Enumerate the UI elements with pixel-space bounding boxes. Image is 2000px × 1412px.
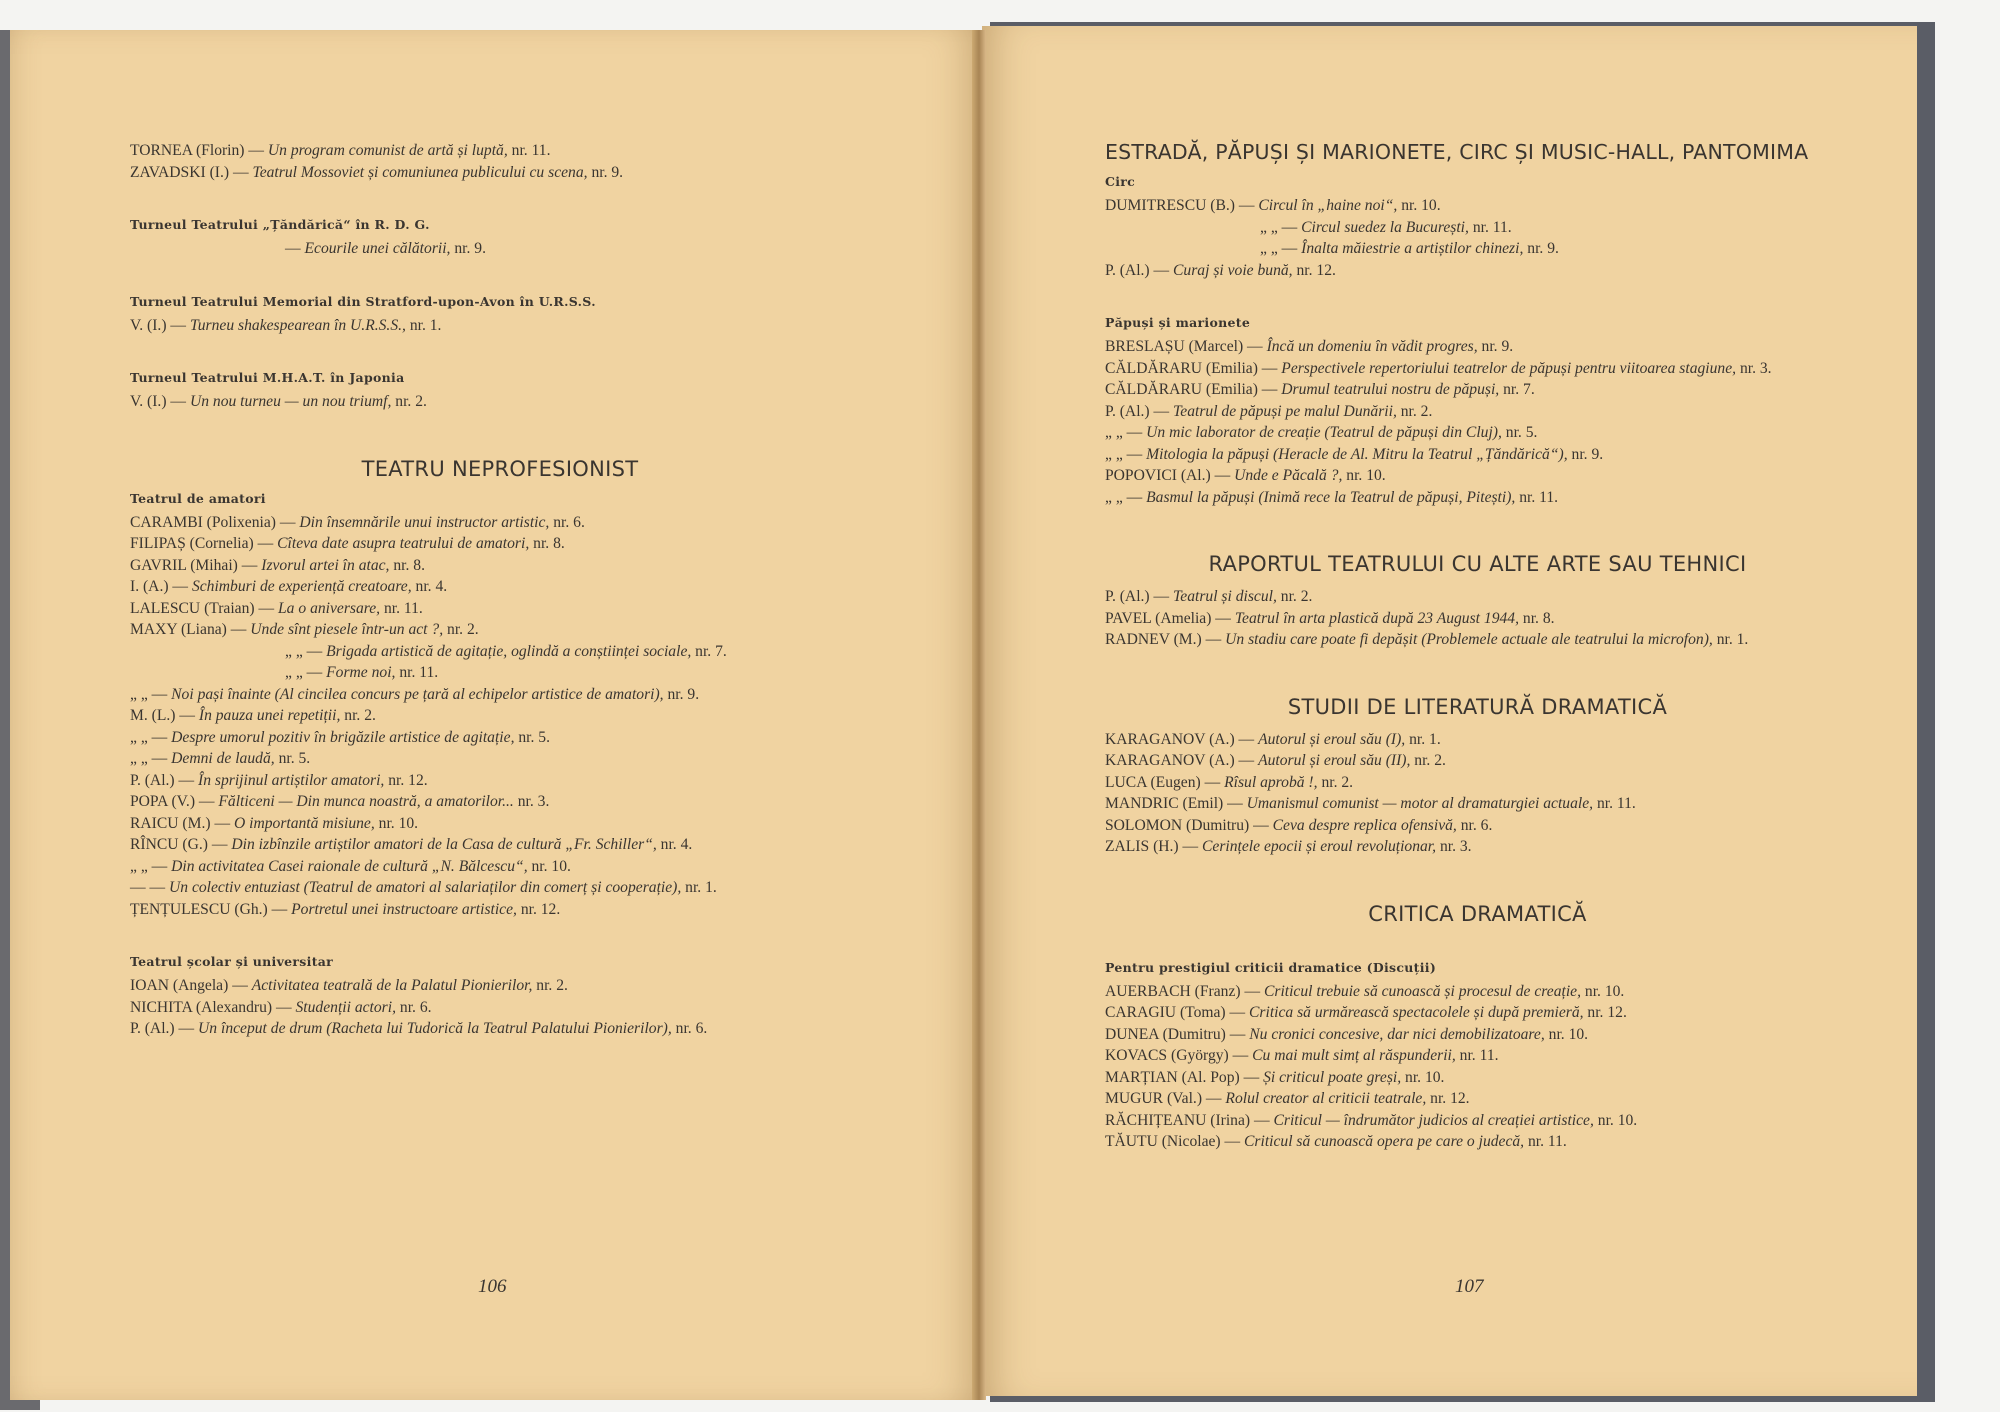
entry-author: „ „ —	[130, 750, 168, 767]
entry-author: DUMITRESCU (B.) —	[1105, 197, 1255, 214]
entry-issue-number: nr. 10.	[1597, 1111, 1638, 1129]
entry-issue-number: nr. 6.	[675, 1020, 708, 1037]
entry-issue-number: nr. 6.	[1460, 816, 1493, 834]
bibliography-entry	[130, 813, 870, 835]
entry-title: Izvorul artei în atac,	[261, 556, 390, 574]
section-heading: CRITICA DRAMATICĂ	[1368, 901, 1587, 926]
entry-issue-number: nr. 9.	[454, 240, 486, 257]
entry-title: Criticul să cunoască opera pe care o judecă,	[1244, 1133, 1525, 1150]
entry-issue-number: nr. 12.	[388, 771, 428, 789]
entry-title: Perspectivele repertoriului teatrelor de păpuși pentru viitoarea stagiune,	[1281, 359, 1737, 377]
section-heading: STUDII DE LITERATURĂ DRAMATICĂ	[1287, 694, 1668, 719]
entry-title: Cu mai mult simț al răspunderii,	[1252, 1047, 1456, 1064]
bibliography-entry	[1105, 1067, 1850, 1089]
entry-issue-number: nr. 10.	[1405, 1068, 1445, 1086]
entry-author: PAVEL (Amelia) —	[1105, 609, 1231, 627]
bibliography-entry	[130, 705, 870, 727]
entry-issue-number: nr. 12.	[520, 900, 561, 918]
bibliography-entry	[130, 834, 870, 856]
bibliography-entry	[1105, 793, 1850, 815]
entry-issue-number: nr. 5.	[518, 728, 550, 746]
entry-issue-number: nr. 10.	[531, 857, 571, 875]
entry-title: Unde e Păcală ?,	[1234, 467, 1343, 484]
entry-author: KOVACS (György) —	[1105, 1047, 1249, 1064]
bibliography-entry	[1105, 336, 1850, 358]
entry-title: Încă un domeniu în vădit progres,	[1266, 338, 1478, 355]
bibliography-entry	[130, 899, 870, 921]
entry-issue-number: nr. 9.	[1527, 240, 1559, 257]
subsection-heading: Pentru prestigiul criticii dramatice (Discuții)	[1105, 959, 1437, 975]
entry-author: ZALIS (H.) —	[1105, 838, 1199, 855]
entry-author: MARȚIAN (Al. Pop) —	[1105, 1068, 1260, 1086]
entry-author: RÎNCU (G.) —	[130, 836, 228, 853]
entry-issue-number: nr. 10.	[1584, 982, 1625, 1000]
entry-title: Criticul trebuie să cunoască și procesul de creație,	[1263, 982, 1581, 1000]
bibliography-entry	[1105, 1002, 1850, 1024]
entry-issue-number: nr. 2.	[395, 393, 427, 410]
entry-title: Un colectiv entuziast (Teatrul de amatori al salariaților din comerț și cooperație),	[169, 879, 682, 896]
entry-author: RĂCHIȚEANU (Irina) —	[1105, 1111, 1270, 1129]
entry-author: AUERBACH (Franz) —	[1105, 982, 1261, 1000]
entry-title: Teatrul în arta plastică după 23 August 1944,	[1234, 609, 1519, 627]
page-number-left: 106	[478, 1276, 507, 1297]
entry-title: Nu cronici concesive, dar nici demobilizatoare,	[1249, 1025, 1545, 1043]
subsection-heading: Turneul Teatrului Memorial din Stratford-upon-Avon în U.R.S.S.	[130, 293, 596, 309]
entry-issue-number: nr. 4.	[415, 578, 448, 595]
bibliography-entry	[1105, 1110, 1850, 1132]
entry-issue-number: nr. 1.	[1409, 730, 1441, 748]
entry-issue-number: nr. 8.	[1522, 609, 1555, 627]
bibliography-entry	[130, 533, 870, 555]
entry-author: CĂLDĂRARU (Emilia) —	[1105, 381, 1278, 398]
bibliography-entry	[130, 315, 870, 337]
entry-issue-number: nr. 2.	[1414, 752, 1446, 769]
entry-title: Umanismul comunist — motor al dramaturgiei actuale,	[1246, 795, 1594, 812]
bibliography-entry	[1105, 465, 1850, 487]
entry-author: RAICU (M.) —	[130, 814, 231, 832]
subsection-heading: Circ	[1105, 174, 1136, 189]
bibliography-entry	[1105, 358, 1850, 380]
bibliography-entry	[130, 791, 870, 813]
entry-title: Circul în „haine noi“,	[1258, 197, 1398, 214]
bibliography-entry	[1105, 1024, 1850, 1046]
entry-issue-number: nr. 3.	[1739, 359, 1772, 377]
entry-issue-number: nr. 6.	[399, 998, 432, 1016]
entry-title: Curaj și voie bună,	[1173, 261, 1293, 279]
bibliography-entry	[1105, 981, 1850, 1003]
bibliography-entry	[1105, 815, 1850, 837]
entry-title: Demni de laudă,	[171, 750, 275, 767]
bibliography-entry	[130, 140, 870, 162]
entry-author: MAXY (Liana) —	[130, 621, 247, 638]
entry-title: Autorul și eroul său (II),	[1258, 752, 1411, 769]
entry-author: P. (Al.) —	[1105, 261, 1170, 279]
entry-author: TORNEA (Florin) —	[130, 142, 264, 159]
subsection-heading: Turneul Teatrului „Țăndărică“ în R. D. G.	[130, 217, 430, 232]
bibliography-entry	[1105, 487, 1850, 509]
right-page-column	[1105, 140, 1850, 1153]
entry-author: M. (L.) —	[130, 707, 195, 724]
entry-author: SOLOMON (Dumitru) —	[1105, 816, 1269, 834]
entry-issue-number: nr. 11.	[1519, 488, 1559, 506]
bibliography-entry	[130, 975, 870, 997]
entry-title: În pauza unei repetiții,	[198, 707, 341, 724]
entry-author: FILIPAȘ (Cornelia) —	[130, 535, 274, 552]
entry-author: BRESLAȘU (Marcel) —	[1105, 338, 1263, 355]
entry-title: Teatrul Mossoviet și comuniunea publicului cu scena,	[252, 163, 588, 181]
entry-title: Ecourile unei călătorii,	[304, 240, 451, 257]
entry-author: LUCA (Eugen) —	[1105, 773, 1221, 791]
bibliography-entry	[1105, 379, 1850, 401]
entry-title: Fălticeni — Din munca noastră, a amatorilor...	[218, 793, 514, 810]
bibliography-entry	[1105, 195, 1850, 217]
entry-issue-number: nr. 9.	[591, 163, 624, 181]
section-heading: TEATRU NEPROFESIONIST	[361, 456, 639, 481]
entry-author: P. (Al.) —	[1105, 402, 1170, 420]
entry-title: Teatrul de păpuși pe malul Dunării,	[1173, 402, 1397, 420]
entry-issue-number: nr. 11.	[1596, 795, 1636, 812]
entry-title: Turneu shakespearean în U.R.S.S.,	[189, 316, 406, 334]
entry-issue-number: nr. 9.	[1571, 445, 1604, 463]
entry-author: LALESCU (Traian) —	[130, 599, 275, 617]
entry-author: KARAGANOV (A.) —	[1105, 752, 1255, 769]
entry-title: Ceva despre replica ofensivă,	[1272, 816, 1457, 834]
bibliography-entry	[130, 727, 870, 749]
bibliography-entry	[130, 856, 870, 878]
entry-author: I. (A.) —	[130, 578, 189, 595]
entry-author: CARAMBI (Polixenia) —	[130, 513, 296, 531]
entry-title: Din însemnările unui instructor artistic,	[299, 513, 550, 531]
entry-author: TĂUTU (Nicolae) —	[1105, 1133, 1241, 1150]
bibliography-entry	[130, 997, 870, 1019]
bibliography-entry	[1105, 1045, 1850, 1067]
entry-title: Rîsul aprobă !,	[1224, 773, 1318, 791]
entry-title: Un nou turneu — un nou triumf,	[189, 393, 392, 410]
entry-title: Teatrul și discul,	[1173, 588, 1277, 605]
entry-title: Un mic laborator de creație (Teatrul de păpuși din Cluj),	[1146, 424, 1502, 441]
entry-author: RADNEV (M.) —	[1105, 631, 1222, 648]
entry-author: MANDRIC (Emil) —	[1105, 795, 1243, 812]
entry-title: Criticul — îndrumător judicios al creației artistice,	[1273, 1111, 1594, 1129]
entry-issue-number: nr. 12.	[1296, 261, 1336, 279]
entry-title: În sprijinul artiștilor amatori,	[198, 771, 385, 789]
entry-title: Despre umorul pozitiv în brigăzile artistice de agitație,	[171, 728, 515, 746]
entry-issue-number: nr. 5.	[278, 750, 311, 767]
bibliography-entry	[130, 391, 870, 413]
entry-author: KARAGANOV (A.) —	[1105, 730, 1255, 748]
entry-title: Activitatea teatrală de la Palatul Pionierilor,	[251, 977, 533, 994]
entry-author: NICHITA (Alexandru) —	[130, 998, 292, 1016]
entry-issue-number: nr. 11.	[1527, 1133, 1567, 1150]
entry-issue-number: nr. 12.	[1430, 1090, 1470, 1107]
entry-title: Din izbînzile artiștilor amatori de la Casa de cultură „Fr. Schiller“,	[231, 836, 657, 853]
bibliography-entry	[130, 162, 870, 184]
entry-title: Drumul teatrului nostru de păpuși,	[1281, 381, 1500, 398]
entry-author: IOAN (Angela) —	[130, 977, 248, 994]
bibliography-entry	[130, 619, 870, 641]
entry-issue-number: nr. 6.	[553, 513, 585, 531]
entry-author: P. (Al.) —	[1105, 588, 1170, 605]
entry-author: ZAVADSKI (I.) —	[130, 163, 249, 181]
entry-title: Unde sînt piesele într-un act ?,	[250, 621, 444, 638]
bibliography-entry	[1105, 836, 1850, 858]
bibliography-entry	[130, 1018, 870, 1040]
entry-author: „ „ —	[130, 728, 168, 746]
bibliography-entry	[1105, 401, 1850, 423]
entry-title: Portretul unei instructoare artistice,	[291, 900, 517, 918]
entry-title: Critica să urmărească spectacolele și după premieră,	[1249, 1004, 1584, 1021]
entry-title: Rolul creator al criticii teatrale,	[1225, 1090, 1427, 1107]
subsection-heading: Păpuși și marionete	[1105, 315, 1251, 330]
entry-title: O importantă misiune,	[233, 814, 375, 832]
entry-issue-number: nr. 5.	[1505, 424, 1538, 441]
bibliography-entry	[1105, 1131, 1850, 1153]
bibliography-entry	[1105, 217, 1850, 239]
entry-issue-number: nr. 8.	[393, 556, 425, 574]
bibliography-entry	[1105, 260, 1850, 282]
entry-issue-number: nr. 11.	[511, 142, 551, 159]
entry-author: POPOVICI (Al.) —	[1105, 467, 1231, 484]
entry-issue-number: nr. 12.	[1587, 1004, 1627, 1021]
entry-issue-number: nr. 11.	[1472, 218, 1512, 236]
entry-title: Noi pași înainte (Al cincilea concurs pe țară al echipelor artistice de amatori),	[171, 685, 664, 703]
entry-author: CĂLDĂRARU (Emilia) —	[1105, 359, 1278, 377]
page-number-right: 107	[1455, 1276, 1484, 1297]
entry-issue-number: nr. 11.	[383, 599, 423, 617]
book-gutter	[972, 30, 986, 1400]
entry-title: Un stadiu care poate fi depășit (Problemele actuale ale teatrului la microfon),	[1225, 631, 1713, 648]
entry-issue-number: nr. 2.	[447, 621, 479, 638]
entry-author: POPA (V.) —	[130, 793, 215, 810]
bibliography-entry	[1105, 444, 1850, 466]
bibliography-entry	[130, 684, 870, 706]
section-heading: RAPORTUL TEATRULUI CU ALTE ARTE SAU TEHNICI	[1208, 552, 1747, 576]
section-heading: ESTRADĂ, PĂPUȘI ȘI MARIONETE, CIRC ȘI MUSIC-HALL, PANTOMIMA	[1105, 140, 1809, 164]
entry-issue-number: nr. 7.	[1503, 381, 1535, 398]
entry-author: ȚENȚULESCU (Gh.) —	[130, 900, 288, 918]
entry-issue-number: nr. 10.	[1548, 1025, 1589, 1043]
entry-author: „ „ —	[130, 685, 168, 703]
bibliography-entry	[1105, 772, 1850, 794]
entry-title: Basmul la păpuși (Inimă rece la Teatrul de păpuși, Pitești),	[1146, 488, 1516, 506]
entry-title: Un program comunist de artă și luptă,	[267, 142, 508, 159]
bibliography-entry	[1105, 629, 1850, 651]
bibliography-entry	[1105, 729, 1850, 751]
entry-author: DUNEA (Dumitru) —	[1105, 1025, 1246, 1043]
subsection-heading: Turneul Teatrului M.H.A.T. în Japonia	[130, 370, 405, 385]
left-page-column	[130, 140, 870, 1040]
entry-issue-number: nr. 4.	[660, 836, 693, 853]
entry-title: La o aniversare,	[278, 599, 381, 617]
bibliography-entry	[130, 238, 870, 260]
entry-issue-number: nr. 1.	[1716, 631, 1749, 648]
entry-author: V. (I.) —	[130, 316, 187, 334]
bibliography-entry	[1105, 608, 1850, 630]
bibliography-entry	[130, 555, 870, 577]
entry-issue-number: nr. 2.	[1400, 402, 1433, 420]
entry-issue-number: nr. 2.	[344, 707, 376, 724]
entry-title: Autorul și eroul său (I),	[1258, 730, 1406, 748]
bibliography-entry	[130, 770, 870, 792]
bibliography-entry	[130, 748, 870, 770]
entry-issue-number: nr. 3.	[1439, 838, 1472, 855]
entry-title: Un început de drum (Racheta lui Tudorică la Teatrul Palatului Pionierilor),	[198, 1020, 672, 1037]
entry-issue-number: nr. 9.	[667, 685, 700, 703]
entry-issue-number: nr. 10.	[1401, 197, 1441, 214]
entry-author: „ „ —	[285, 642, 323, 660]
entry-title: Din activitatea Casei raionale de cultură „N. Bălcescu“,	[171, 857, 528, 875]
bibliography-entry	[130, 877, 870, 899]
bibliography-entry	[1105, 422, 1850, 444]
entry-issue-number: nr. 7.	[695, 642, 727, 660]
entry-author: „ „ —	[285, 664, 323, 681]
bibliography-entry	[1105, 750, 1850, 772]
entry-issue-number: nr. 11.	[399, 664, 439, 681]
entry-title: Schimburi de experiență creatoare,	[191, 578, 412, 595]
bibliography-entry	[1105, 586, 1850, 608]
subsection-heading: Teatrul școlar și universitar	[130, 954, 334, 969]
entry-issue-number: nr. 2.	[1280, 588, 1313, 605]
entry-title: Brigada artistică de agitație, oglindă a conștiinței sociale,	[326, 642, 692, 660]
entry-issue-number: nr. 11.	[1459, 1047, 1499, 1064]
entry-author: CARAGIU (Toma) —	[1105, 1004, 1246, 1021]
entry-author: „ „ —	[1260, 218, 1298, 236]
entry-issue-number: nr. 10.	[1346, 467, 1386, 484]
entry-author: P. (Al.) —	[130, 1020, 195, 1037]
entry-author: MUGUR (Val.) —	[1105, 1090, 1222, 1107]
entry-author: „ „ —	[1105, 445, 1143, 463]
bibliography-entry	[130, 641, 870, 663]
entry-author: „ „ —	[1260, 240, 1298, 257]
entry-author: GAVRIL (Mihai) —	[130, 556, 258, 574]
entry-issue-number: nr. 10.	[378, 814, 419, 832]
entry-title: Și criticul poate greși,	[1263, 1068, 1402, 1086]
bibliography-entry	[130, 512, 870, 534]
bibliography-entry	[1105, 238, 1850, 260]
subsection-heading: Teatrul de amatori	[130, 490, 266, 506]
entry-issue-number: nr. 3.	[517, 793, 550, 810]
entry-title: Înalta măiestrie a artiștilor chinezi,	[1301, 240, 1524, 257]
entry-issue-number: nr. 2.	[536, 977, 568, 994]
entry-title: Studenții actori,	[295, 998, 396, 1016]
entry-author: „ „ —	[130, 857, 168, 875]
entry-title: Cîteva date asupra teatrului de amatori,	[277, 535, 530, 552]
entry-title: Mitologia la păpuși (Heracle de Al. Mitru la Teatrul „Țăndărică“),	[1146, 445, 1568, 463]
entry-author: P. (Al.) —	[130, 771, 195, 789]
entry-title: Cerințele epocii și eroul revoluționar,	[1202, 838, 1437, 855]
entry-author: — —	[130, 879, 166, 896]
entry-author: „ „ —	[1105, 424, 1143, 441]
bibliography-entry	[1105, 1088, 1850, 1110]
entry-issue-number: nr. 8.	[533, 535, 565, 552]
entry-issue-number: nr. 1.	[409, 316, 442, 334]
entry-title: Forme noi,	[326, 664, 396, 681]
bibliography-entry	[130, 662, 870, 684]
entry-author: „ „ —	[1105, 488, 1143, 506]
entry-issue-number: nr. 2.	[1321, 773, 1354, 791]
bibliography-entry	[130, 576, 870, 598]
entry-issue-number: nr. 1.	[685, 879, 717, 896]
entry-author: —	[285, 240, 301, 257]
entry-issue-number: nr. 9.	[1481, 338, 1514, 355]
entry-author: V. (I.) —	[130, 393, 187, 410]
bibliography-entry	[130, 598, 870, 620]
entry-title: Circul suedez la București,	[1301, 218, 1469, 236]
